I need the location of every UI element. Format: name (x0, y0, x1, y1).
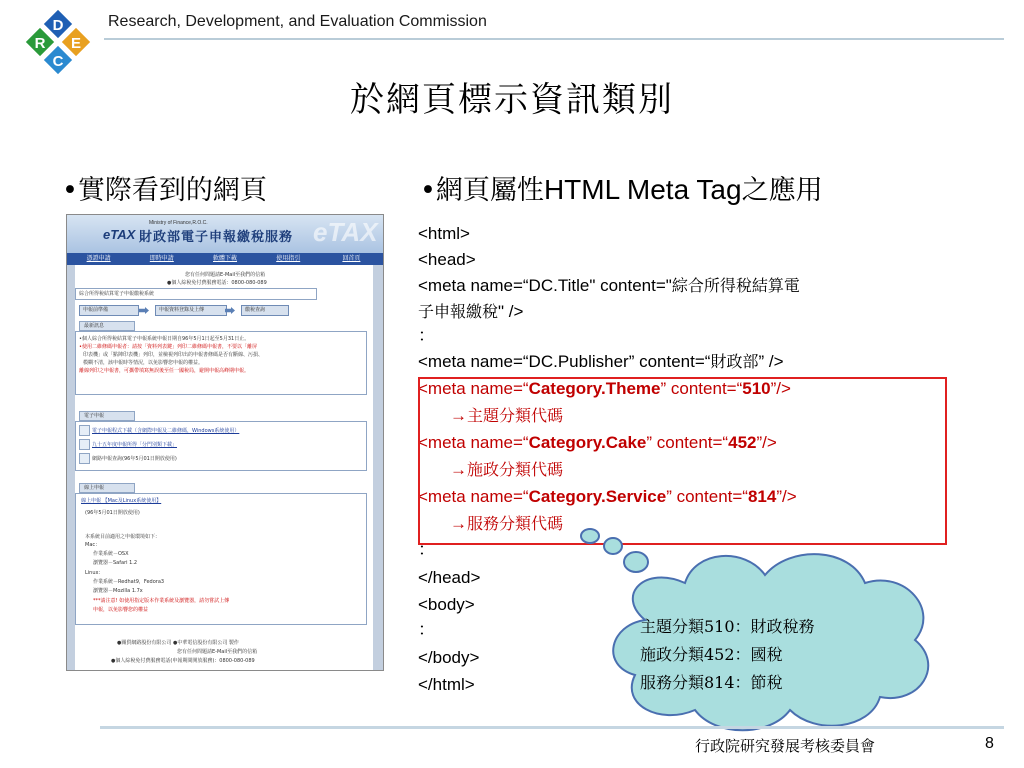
cake-note-text: 施政分類代碼 (467, 460, 564, 479)
etax-logo: eTAX (103, 227, 136, 242)
online-query-icon (79, 453, 90, 464)
env-mac-browser: 瀏覽器－Safari 1.2 (93, 560, 138, 566)
step-prepare: 申報前準備 (79, 305, 139, 316)
theme-e: ”/> (770, 379, 791, 398)
nav-link-download: 軟體下載 (213, 255, 238, 262)
theme-name: Category.Theme (528, 379, 661, 398)
theme-note-text: 主題分類代碼 (467, 406, 564, 425)
code-ellipsis-2: ： (418, 540, 435, 559)
download-header: 電子申報 (79, 411, 135, 421)
theme-a: <meta name=“ (418, 379, 529, 398)
code-dc-title-c: 子申報繳稅 (418, 302, 499, 321)
svc-e: ”/> (776, 487, 797, 506)
code-dc-publisher-b: 財政部 (710, 352, 759, 371)
code-dc-publisher (418, 348, 784, 375)
env-mac-os: 作業系統－OSX (93, 551, 129, 557)
page-left-border (67, 265, 75, 670)
env-linux-browser: 瀏覽器－Mozilla 1.7x (93, 588, 143, 594)
download-program-link (92, 427, 239, 434)
download-category-link: 九十五年度申報所得「分門別類下載」 (92, 442, 178, 448)
page-right-border (373, 265, 383, 670)
code-dc-title-d: " /> (498, 302, 524, 321)
env-warning: ***請注意! 如使用指定版本作業系統及瀏覽器，請勿嘗試上傳 (93, 598, 230, 604)
env-intro: 本系統目前適用之申報環境如下： (85, 534, 161, 540)
nav-link-instant: 即時申請 (149, 255, 174, 262)
news-item-2b: 印表機」或「點陣印表機」列印，並檢視列印出的申報書條碼是否有斷線、污損、 (83, 352, 264, 358)
code-body-close: </body> (418, 648, 480, 667)
logo-letter-c: C (52, 53, 64, 70)
code-dc-title-b: 綜合所得稅結算電 (671, 276, 800, 295)
cloud-text (640, 613, 815, 697)
download-program-text: 電子申報程式下載（含網際申報及二維條碼，Windows系統使用） (92, 428, 240, 434)
bullet-meta-tag-prefix: •網頁屬性 (420, 175, 544, 206)
download-category-icon (79, 439, 90, 450)
code-head-open: <head> (418, 250, 476, 269)
code-dc-publisher-a: <meta name=“DC.Publisher” content=“ (418, 352, 711, 371)
step-upload: 申報資料登錄及上傳 (155, 305, 227, 316)
code-dc-title-a: <meta name=“DC.Title" content=" (418, 276, 672, 295)
env-linux-os: 作業系統－Redhat9，Fedora3 (93, 579, 165, 585)
header-divider (104, 38, 1004, 40)
header-org-name: Research, Development, and Evaluation Commission (108, 13, 487, 30)
cloud-line-cake: 施政分類452：國稅 (640, 645, 783, 664)
right-arrow-icon: → (450, 406, 467, 425)
code-ellipsis-1: ： (418, 326, 435, 345)
contact-phone-line: ●個人綜稅免付費服務電話：0800-080-089 (167, 280, 267, 286)
bullet-meta-tag (420, 168, 823, 207)
page-number: 8 (985, 735, 994, 752)
news-item-1: •個人綜合所得稅結算電子申報系統申報日期自96年5月1日起至5月31日止。 (79, 336, 250, 342)
online-filing-link: 線上申報 【Mac及Linux系統使用】 (81, 498, 162, 504)
bullet-meta-tag-suffix: 之應用 (741, 175, 823, 206)
code-dc-title-cont (418, 298, 523, 325)
right-arrow-icon: → (450, 514, 467, 533)
svc-value: 814 (747, 487, 777, 506)
code-dc-publisher-c: ” /> (758, 352, 784, 371)
news-header: 最新訊息 (79, 321, 135, 331)
svc-a: <meta name=“ (418, 487, 529, 506)
ministry-label: Ministry of Finance,R.O.C. (149, 220, 208, 226)
code-ellipsis-3: ： (418, 620, 435, 639)
step-arrow-icon (139, 307, 149, 314)
online-filing-date: (96年5月01日開放使用) (85, 510, 140, 516)
system-name: 綜合所得稅結算電子申報繳稅系統 (79, 291, 155, 297)
nav-link-guide: 使用指引 (276, 255, 301, 262)
svc-name: Category.Service (528, 487, 667, 506)
news-item-3: 離線列印之申報書，可攜帶填寫無誤後至任一國稅局，避開申報高峰期申報。 (79, 368, 250, 374)
etax-nav-bar (67, 253, 383, 265)
online-filing-header: 線上申報 (79, 483, 135, 493)
footer-divider (100, 726, 1004, 729)
env-linux: Linux： (85, 570, 104, 576)
bullet-actual-webpage: •實際看到的網頁 (62, 175, 267, 206)
code-html-close: </html> (418, 675, 475, 694)
online-query-link: 網路申報查詢(96年5月01日開放使用) (92, 456, 177, 462)
cloud-line-theme: 主題分類510：財政稅務 (640, 617, 815, 636)
footer-org-name: 行政院研究發展考核委員會 (695, 737, 876, 755)
theme-value: 510 (742, 379, 771, 398)
cloud-line-service: 服務分類814：節稅 (640, 673, 783, 692)
logo-letter-e: E (70, 35, 82, 52)
right-arrow-icon: → (450, 460, 467, 479)
slide-title: 於網頁標示資訊類別 (350, 80, 674, 120)
cake-a: <meta name=“ (418, 433, 529, 452)
cake-e: ”/> (756, 433, 777, 452)
nav-link-home: 回首頁 (342, 255, 361, 262)
footer-email-line: 您有任何問題請E-Mail至我們的信箱 (177, 649, 258, 655)
code-html-open: <html> (418, 224, 470, 243)
service-note-text: 服務分類代碼 (467, 514, 564, 533)
news-item-2c: 模糊不清，該申報時等情況，以免影響您申報的權益。 (83, 360, 204, 366)
category-highlight-box (418, 377, 947, 545)
cake-name: Category.Cake (528, 433, 647, 452)
code-head-close: </head> (418, 568, 481, 587)
download-program-icon (79, 425, 90, 436)
code-body-open: <body> (418, 595, 475, 614)
rdec-logo (18, 4, 100, 80)
etax-site-name: 財政部電子申報繳稅服務 (139, 230, 294, 245)
env-mac: Mac： (85, 542, 101, 548)
nav-link-certificate: 憑證申請 (86, 255, 111, 262)
news-item-2: •使用二維條碼申報者：請按「資料列表鍵」列印二維條碼申報書，不要以「離屏 (79, 344, 257, 350)
logo-letter-r: R (34, 35, 46, 52)
contact-email-line: 您有任何問題請E-Mail至我們的信箱 (185, 272, 266, 278)
theme-c: ” content=“ (660, 379, 743, 398)
cake-value: 452 (728, 433, 757, 452)
etax-banner (67, 215, 383, 253)
bullet-meta-tag-en: HTML Meta Tag (543, 174, 742, 205)
env-warning-2: 申報，以免影響您的權益 (93, 607, 149, 613)
cake-c: ” content=“ (646, 433, 729, 452)
etax-webpage-screenshot (66, 214, 384, 671)
step-payment-query: 繳稅查詢 (241, 305, 289, 316)
etax-watermark: eTAX (313, 217, 378, 247)
credits-line: ●關貿網路股份有限公司 ●中華電信股份有限公司 製作 (117, 640, 239, 646)
code-dc-title (418, 272, 800, 299)
svc-c: ” content=“ (666, 487, 748, 506)
footer-phone-line: ●個人綜稅免付費服務電話(申報期間開放服務)：0800-080-089 (111, 658, 255, 664)
logo-letter-d: D (52, 17, 64, 34)
